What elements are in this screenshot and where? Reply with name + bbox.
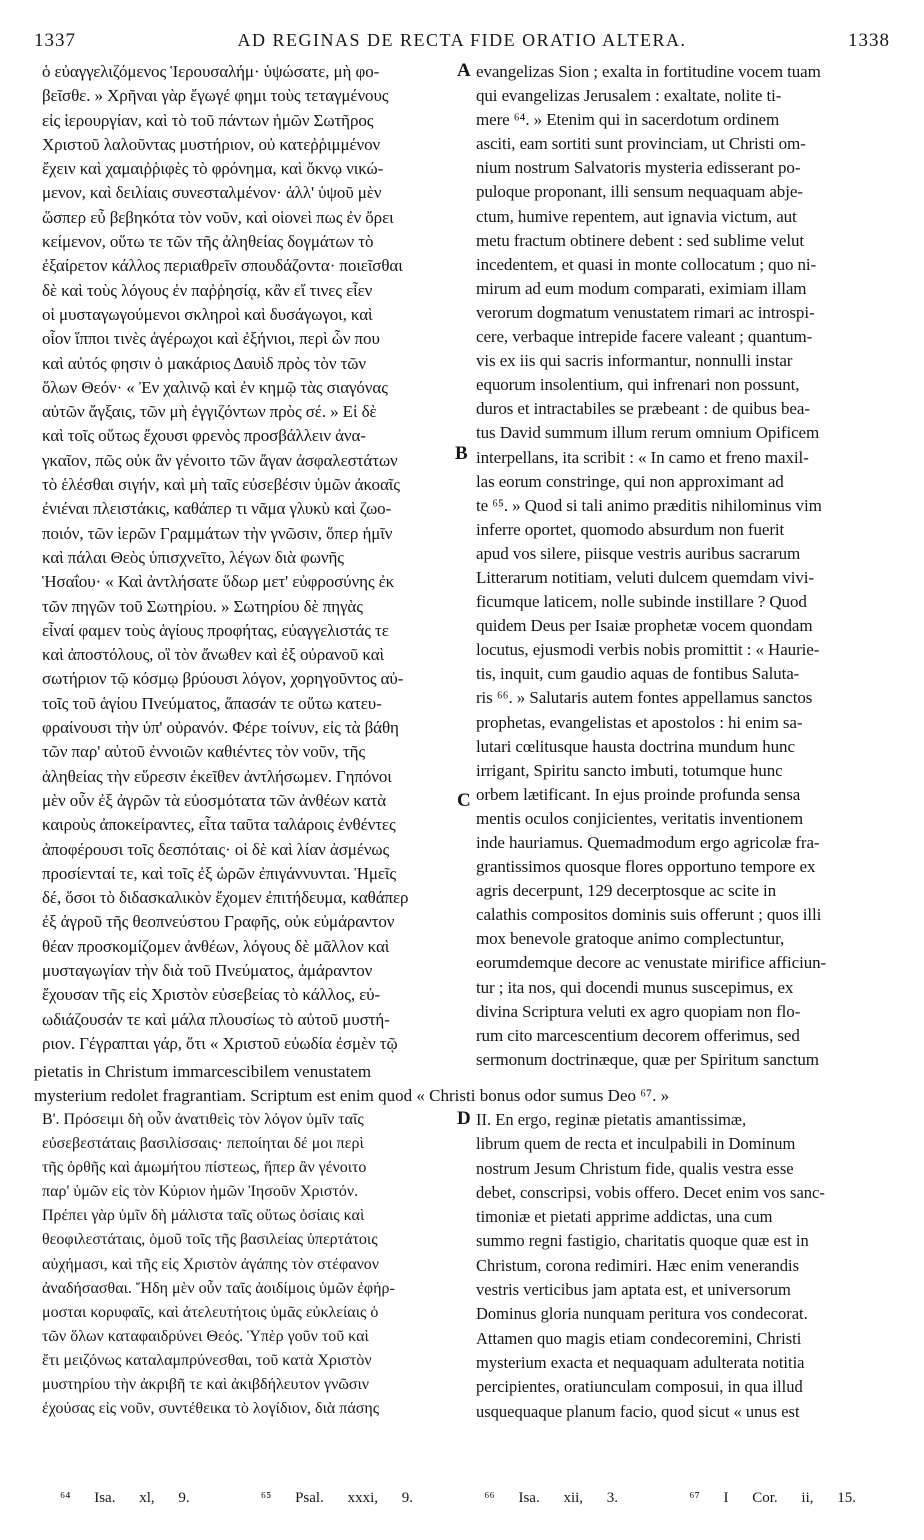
latin-column-top: evangelizas Sion ; exalta in fortitudine vocem tuam qui evangelizas Jerusalem : exaltate, nolite ti- mere ⁶⁴. » Etenim qui in sacerdotum ordinem asciti, eam sortiti sunt provinciam, ut Christi om- nium nostrum Salvatoris mysteria edisserant po- puloque proponant, illi sensum nequaquam abje- ctum, humive repentem, aut ignavia victum, aut metu fractum obtinere debent : sed sublime velut incedentem, et quasi in monte collocatum ; quo ni- mirum ad eum modum comparati, eximiam illam verorum dogmatum venustatem rimari ac introspi- cere, verbaque intrepide facere valeant ; quantum- vis ex iis qui sacris informantur, nonnulli instar equorum insolentium, qui infrenari non possunt, duros et intractabiles se præbeant : de quibus bea- tus David summum illum rerum omnium Opificem interpellans, ita scribit : « In camo et freno maxil- las eorum constringe, qui non approximant ad te ⁶⁵. » Quod si tali animo præditis nihilominus vim inferre oportet, quomodo absurdum non fuerit apud vos silere, piisque vestris auribus sacrarum Litterarum notitiam, veluti dulcem quemdam vivi- ficumque laticem, nolle subinde instillare ? Quod quidem Deus per Isaiæ prophetæ vocem quondam locutus, ejusmodi verbis nobis promittit : « Haurie- tis, inquit, cum gaudio aquas de fontibus Saluta- ris ⁶⁶. » Salutaris autem fontes appellamus sanctos prophetas, evangelistas et apostolos : hi enim sa- lutari cœlitusque hausta doctrina mundum hunc irrigant, Spiritu sancto imbuti, totumque hunc orbem lætificant. In ejus proinde profunda sensa mentis oculos conjicientes, veritatis inventionem inde hauriamus. Quemadmodum ergo agricolæ fra- grantissimos quosque flores opportuno tempore ex agris decerpunt, 129 decerptosque ac scite in calathis compositos dominis suis offerunt ; quos illi mox benevole gratoque animo complectuntur, eorumdemque decore ac venustate mirifice afficiun- tur ; ita nos, qui docendi munus suscepimus, ex divina Scriptura veluti ex agro quopiam non flo- rum cito marcescentium decorem offerimus, sed sermonum doctrinæque, quæ per Spiritum sanctum	[476, 62, 827, 1069]
margin-marker-d: D	[457, 1108, 471, 1129]
margin-marker-b: B	[455, 443, 468, 464]
page-header	[34, 30, 890, 56]
latin-column-bottom: II. En ergo, reginæ pietatis amantissimæ, librum quem de recta et inculpabili in Dominum nostrum Jesum Christum fide, qualis vestra esse debet, conscripsi, vobis offero. Decet enim vos sanc- timoniæ et pietati apprime addictas, una cum summo regni fastigio, charitatis quoque quæ est in Christum, corona redimiri. Hæc enim venerandis vestris verticibus jam aptata est, et universorum Dominus gloria nunquam peritura vos condecorat. Attamen quo magis etiam condecoremini, Christi mysterium exacta et nequaquam adulterata notitia percipientes, oratiunculam composui, in qua illud usquequaque planum facio, quod sicut « unus est	[476, 1110, 825, 1421]
margin-marker-a: A	[457, 60, 471, 81]
page-number-left: 1337	[34, 30, 76, 51]
footnotes: ⁶⁴ Isa. xl, 9. ⁶⁵ Psal. xxxi, 9. ⁶⁶ Isa. xii, 3. ⁶⁷ I Cor. ii, 15.	[60, 1490, 856, 1506]
page-number-right: 1338	[848, 30, 890, 51]
margin-marker-c: C	[457, 790, 471, 811]
greek-column-bottom: Β'. Πρόσειμι δὴ οὖν ἀνατιθεὶς τὸν λόγον ὑμῖν ταῖς εὐσεβεστάταις βασιλίσσαις· πεποίηται δέ μοι περὶ τῆς ὀρθῆς καὶ ἀμωμήτου πίστεως, ἥπερ ἂν γένοιτο παρ' ὑμῶν εἰς τὸν Κύριον ἡμῶν Ἰησοῦν Χριστόν. Πρέπει γὰρ ὑμῖν δὴ μάλιστα ταῖς οὕτως ὁσίαις καὶ θεοφιλεστάταις, ὁμοῦ τοῖς τῆς βασιλείας ὑπερτάτοις αὐχήμασι, καὶ τῆς εἰς Χριστὸν ἀγάπης τὸν στέφανον ἀναδήσασθαι. Ἤδη μὲν οὖν ταῖς ἀοιδίμοις ὑμῶν ἐφήρ- μοσται κορυφαῖς, καὶ ἀτελευτήτοις ὑμᾶς εὐκλείαις ὁ τῶν ὅλων καταφαιδρύνει Θεός. Ὑπὲρ γοῦν τοῦ καὶ ἔτι μειζόνως καταλαμπρύνεσθαι, τοῦ κατὰ Χριστὸν μυστηρίου τὴν ἀκριβῆ τε καὶ ἀκιβδήλευτον γνῶσιν ἐχούσας εἰς νοῦν, συντέθεικα τὸ λογίδιον, διὰ πάσης	[42, 1111, 395, 1418]
latin-bridge-text: pietatis in Christum immarcescibilem venustatem mysterium redolet fragrantiam. Scriptum est enim quod « Christi bonus odor sumus Deo ⁶⁷. »	[34, 1062, 670, 1105]
greek-column-top: ὁ εὐαγγελιζόμενος Ἱερουσαλήμ· ὑψώσατε, μὴ φο- βεῖσθε. » Χρῆναι γὰρ ἔγωγέ φημι τοὺς τεταγμένους εἰς ἱερουργίαν, καὶ τὸ τοῦ πάντων ἡμῶν Σωτῆρος Χριστοῦ λαλοῦντας μυστήριον, οὐ κατεῤῥιμμένον ἔχειν καὶ χαμαιῤῥιφὲς τὸ φρόνημα, καὶ ὄκνῳ νικώ- μενον, καὶ δειλίαις συνεσταλμένον· ἀλλ' ὑψοῦ μὲν ὥσπερ εὖ βεβηκότα τὸν νοῦν, καὶ οἱονεὶ πως ἐν ὄρει κείμενον, οὕτω τε τῶν τῆς ἀληθείας δογμάτων τὸ ἐξαίρετον κάλλος περιαθρεῖν σπουδάζοντα· ποιεῖσθαι δὲ καὶ τοὺς λόγους ἐν παῤῥησίᾳ, κἂν εἴ τινες εἶεν οἱ μυσταγωγούμενοι σκληροὶ καὶ δυσάγωγοι, καὶ οἷον ἵπποι τινὲς ἀγέρωχοι καὶ ἐξήνιοι, περὶ ὧν που καὶ αὐτός φησιν ὁ μακάριος Δαυὶδ πρὸς τὸν τῶν ὅλων Θεόν· « Ἐν χαλινῷ καὶ ἐν κημῷ τὰς σιαγόνας αὐτῶν ἄγξαις, τῶν μὴ ἐγγιζόντων πρὸς σέ. » Εἰ δὲ καὶ τοῖς οὕτως ἔχουσι φρενὸς προσβάλλειν ἀνα- γκαῖον, πῶς οὐκ ἂν γένοιτο τῶν ἄγαν ἀσφαλεστάτων τὸ ἑλέσθαι σιγήν, καὶ μὴ ταῖς εὐσεβέσιν ὑμῶν ἀκοαῖς ἐνιέναι πλειστάκις, καθάπερ τι νᾶμα γλυκὺ καὶ ζωο- ποιόν, τῶν ἱερῶν Γραμμάτων τὴν γνῶσιν, ὅπερ ἡμῖν καὶ πάλαι Θεὸς ὑπισχνεῖτο, λέγων διὰ φωνῆς Ἡσαΐου· « Καὶ ἀντλήσατε ὕδωρ μετ' εὐφροσύνης ἐκ τῶν πηγῶν τοῦ Σωτηρίου. » Σωτηρίου δὲ πηγὰς εἶναί φαμεν τοὺς ἁγίους προφήτας, εὐαγγελιστάς τε καὶ ἀποστόλους, οἳ τὸν ἄνωθεν καὶ ἐξ οὐρανοῦ καὶ σωτήριον τῷ κόσμῳ βρύουσι λόγον, χορηγοῦντος αὐ- τοῖς τοῦ ἁγίου Πνεύματος, ἅπασάν τε οὕτω κατευ- φραίνουσι τὴν ὑπ' οὐρανόν. Φέρε τοίνυν, εἰς τὰ βάθη τῶν παρ' αὐτοῦ ἐννοιῶν καθιέντες τὸν νοῦν, τῆς ἀληθείας τὴν εὕρεσιν ἐκεῖθεν ἀντλήσωμεν. Γηπόνοι μὲν οὖν ἐξ ἀγρῶν τὰ εὐοσμότατα τῶν ἀνθέων κατὰ καιροὺς ἀποκείραντες, εἶτα ταῦτα ταλάροις ἐνθέντες ἀποφέρουσι τοῖς δεσπόταις· οἱ δὲ καὶ λίαν ἀσμένως προσίενταί τε, καὶ τοῖς ἐξ ὡρῶν ἐπιγάννυνται. Ἡμεῖς δέ, ὅσοι τὸ διδασκαλικὸν ἔχομεν ἐπιτήδευμα, καθάπερ ἐξ ἀγροῦ τῆς θεοπνεύστου Γραφῆς, οὐκ εὐμάραντον θέαν προσκομίζομεν ἀνθέων, λόγους δὲ μᾶλλον καὶ μυσταγωγίαν τὴν διὰ τοῦ Πνεύματος, ἀμάραντον ἔχουσαν τῆς εἰς Χριστὸν εὐσεβείας τὸ κάλλος, εὐ- ωδιάζουσάν τε καὶ μάλα πλουσίως τὸ αὐτοῦ μυστή- ριον. Γέγραπται γάρ, ὅτι « Χριστοῦ εὐωδία ἐσμὲν τῷ	[42, 62, 409, 1053]
running-title: AD REGINAS DE RECTA FIDE ORATIO ALTERA.	[237, 30, 687, 50]
